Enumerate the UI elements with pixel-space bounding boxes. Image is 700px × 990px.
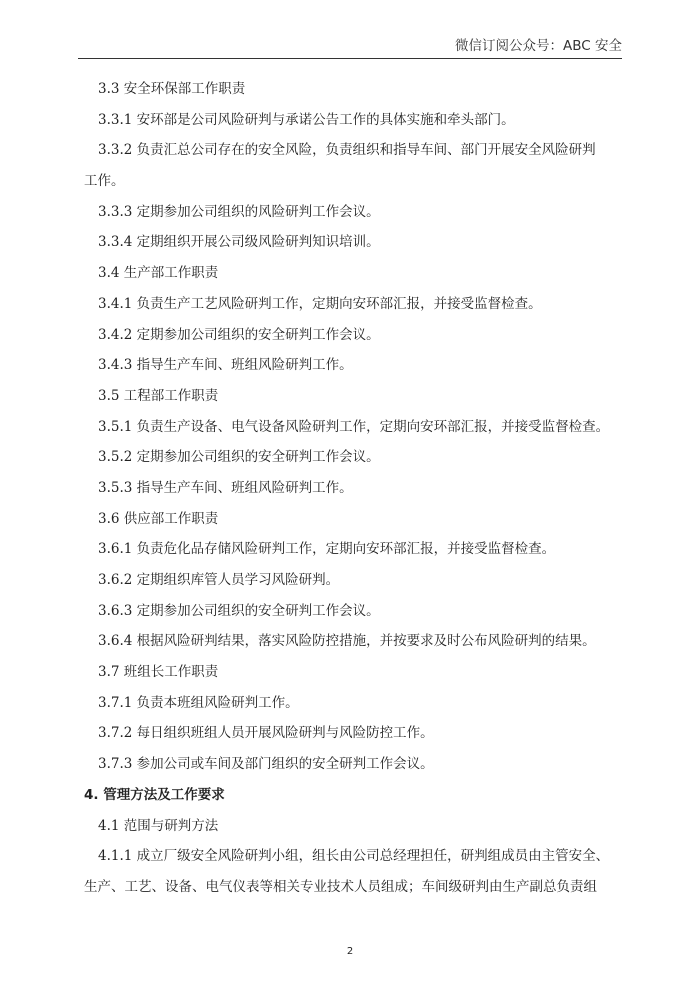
paragraph-line: 3.3.3 定期参加公司组织的风险研判工作会议。 xyxy=(98,203,380,220)
page-header xyxy=(78,30,622,59)
paragraph-line: 3.7.3 参加公司或车间及部门组织的安全研判工作会议。 xyxy=(98,756,434,773)
section-heading: 3.7 班组长工作职责 xyxy=(98,664,219,681)
paragraph-line: 生产、工艺、设备、电气仪表等相关专业技术人员组成；车间级研判由生产副总负责组 xyxy=(84,878,597,895)
paragraph-line: 3.6.2 定期组织库管人员学习风险研判。 xyxy=(98,572,340,588)
paragraph-line: 3.6.1 负责危化品存储风险研判工作，定期向安环部汇报，并接受监督检查。 xyxy=(98,541,556,558)
section-heading: 3.6 供应部工作职责 xyxy=(98,510,219,527)
paragraph-line: 3.4.3 指导生产车间、班组风险研判工作。 xyxy=(98,357,353,374)
section-heading: 3.4 生产部工作职责 xyxy=(98,265,219,282)
paragraph-line: 3.4.1 负责生产工艺风险研判工作，定期向安环部汇报，并接受监督检查。 xyxy=(98,295,542,312)
paragraph-line: 3.4.2 定期参加公司组织的安全研判工作会议。 xyxy=(98,326,380,343)
section-heading: 3.5 工程部工作职责 xyxy=(98,387,219,404)
section-heading: 3.3 安全环保部工作职责 xyxy=(98,81,246,97)
paragraph-line: 3.3.1 安环部是公司风险研判与承诺公告工作的具体实施和牵头部门。 xyxy=(98,111,515,128)
paragraph-line: 3.7.1 负责本班组风险研判工作。 xyxy=(98,694,299,711)
paragraph-line: 3.3.4 定期组织开展公司级风险研判知识培训。 xyxy=(98,234,380,251)
document-body xyxy=(84,74,624,903)
paragraph-line: 3.6.3 定期参加公司组织的安全研判工作会议。 xyxy=(98,602,380,619)
paragraph-line: 3.3.2 负责汇总公司存在的安全风险，负责组织和指导车间、部门开展安全风险研判 xyxy=(98,142,596,159)
paragraph-line: 4.1.1 成立厂级安全风险研判小组，组长由公司总经理担任，研判组成员由主管安全、 xyxy=(98,848,610,865)
paragraph-line: 3.7.2 每日组织班组人员开展风险研判与风险防控工作。 xyxy=(98,725,434,742)
paragraph-line: 3.6.4 根据风险研判结果，落实风险防控措施，并按要求及时公布风险研判的结果。 xyxy=(98,633,596,650)
paragraph-line: 3.5.3 指导生产车间、班组风险研判工作。 xyxy=(98,479,353,496)
paragraph-line: 3.5.1 负责生产设备、电气设备风险研判工作，定期向安环部汇报，并接受监督检查。 xyxy=(98,418,610,435)
paragraph-line: 3.5.2 定期参加公司组织的安全研判工作会议。 xyxy=(98,449,380,466)
page-number: 2 xyxy=(346,946,354,957)
chapter-heading: 4. 管理方法及工作要求 xyxy=(84,786,225,803)
header-text: 微信订阅公众号：ABC 安全 xyxy=(455,38,622,54)
section-heading: 4.1 范围与研判方法 xyxy=(98,817,219,834)
paragraph-line: 工作。 xyxy=(84,173,125,190)
